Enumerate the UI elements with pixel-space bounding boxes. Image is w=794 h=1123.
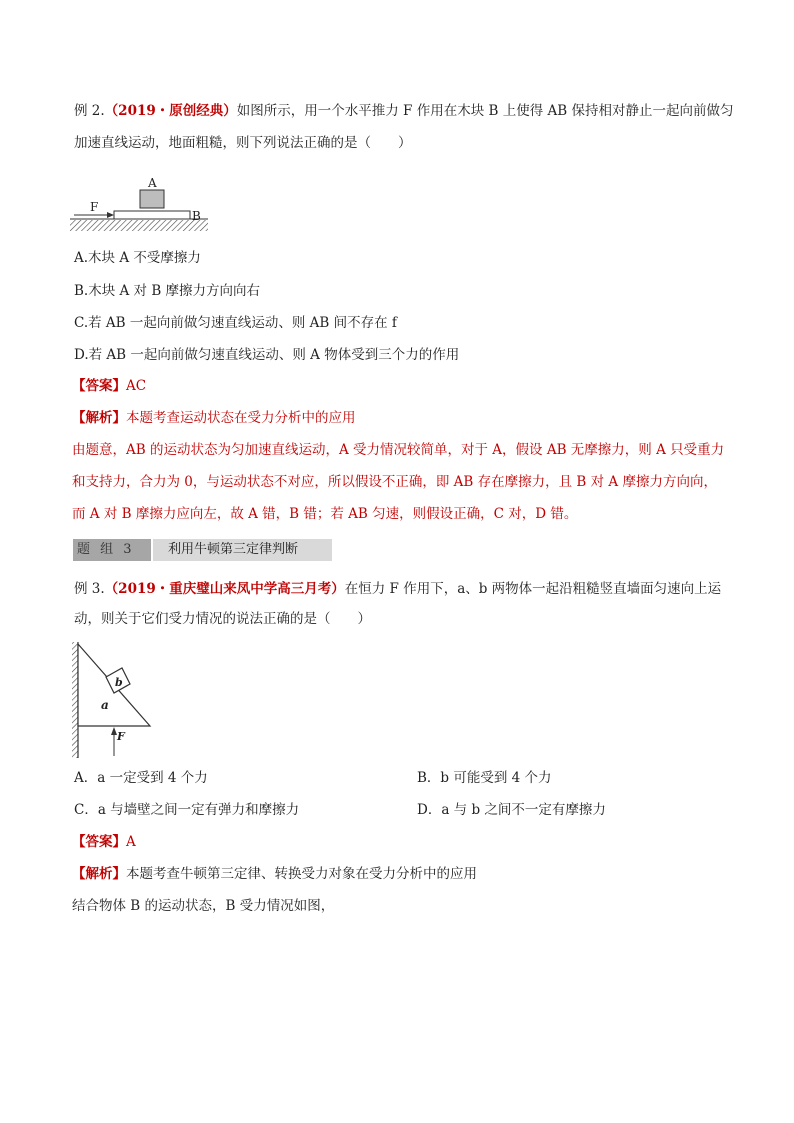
group3-label: 题 组 3: [73, 539, 151, 561]
force-arrow-head: [107, 212, 114, 218]
ex3-option-c: C．a 与墙壁之间一定有弹力和摩擦力: [74, 802, 300, 818]
ground-hatch: [70, 220, 208, 231]
ex3-option-a: A．a 一定受到 4 个力: [74, 770, 208, 786]
ex2-stem-line2: 加速直线运动，地面粗糙，则下列说法正确的是（ ）: [74, 135, 412, 151]
ex2-option-b: B.木块 A 对 B 摩擦力方向向右: [74, 283, 261, 299]
block-a: [140, 190, 164, 208]
group3-bar: [73, 539, 332, 561]
ex3-analysis-head: [72, 864, 477, 884]
ex3-stem-line2: 动，则关于它们受力情况的说法正确的是（ ）: [74, 611, 371, 627]
ex2-stem-text1: 如图所示，用一个水平推力 F 作用在木块 B 上使得 AB 保持相对静止一起向前做匀: [236, 103, 734, 119]
wall-hatch: [72, 642, 78, 758]
ex3-answer-tag: 【答案】: [72, 834, 126, 850]
label-a: a: [101, 698, 109, 712]
ex2-analysis-line2: 和支持力，合力为 0，与运动状态不对应，所以假设不正确，即 AB 存在摩擦力，且 B 对 A 摩擦力方向向，: [72, 474, 717, 490]
ex2-option-c: C.若 AB 一起向前做匀速直线运动、则 AB 间不存在 f: [74, 315, 397, 331]
ex2-analysis-line3: 而 A 对 B 摩擦力应向左，故 A 错，B 错；若 AB 匀速，则假设正确，C 对，D 错。: [72, 506, 578, 522]
block-b: [114, 211, 190, 219]
ex3-stem-text1: 在恒力 F 作用下，a、b 两物体一起沿粗糙竖直墙面匀速向上运: [344, 581, 722, 597]
label-f: F: [90, 200, 99, 214]
ex3-option-d: D．a 与 b 之间不一定有摩擦力: [417, 802, 606, 818]
label-b: b: [115, 676, 123, 689]
ex3-source: （2019・重庆璧山来凤中学高三月考）: [104, 581, 345, 597]
label-b: B: [192, 209, 201, 223]
group3-title: 利用牛顿第三定律判断: [153, 539, 332, 561]
ex2-figure: [70, 174, 215, 236]
ex2-answer: [72, 376, 146, 396]
ex2-analysis-line1: 由题意，AB 的运动状态为匀加速直线运动，A 受力情况较简单，对于 A，假设 AB 无摩擦力，则 A 只受重力: [72, 442, 725, 458]
ex3-option-b: B．b 可能受到 4 个力: [417, 770, 552, 786]
label-f: F: [117, 730, 125, 743]
ex2-source: （2019・原创经典）: [104, 103, 237, 119]
ex3-answer: [72, 832, 136, 852]
ex2-analysis-head: [72, 408, 356, 428]
ex3-prefix: 例 3.: [74, 581, 105, 597]
label-a: A: [148, 176, 157, 190]
ex2-option-d: D.若 AB 一起向前做匀速直线运动、则 A 物体受到三个力的作用: [74, 347, 460, 363]
ex2-prefix: 例 2.: [74, 103, 105, 119]
ex3-answer-value: A: [126, 834, 136, 850]
ex3-analysis-tag: 【解析】: [72, 866, 126, 882]
ex2-answer-tag: 【答案】: [72, 378, 126, 394]
ex3-stem-line1: [74, 579, 721, 599]
ex3-analysis-line1: 结合物体 B 的运动状态，B 受力情况如图，: [72, 898, 335, 914]
ex2-analysis-tag: 【解析】: [72, 410, 126, 426]
ex3-figure: [66, 638, 158, 760]
ex2-answer-value: AC: [126, 378, 147, 394]
ex3-analysis-title: 本题考查牛顿第三定律、转换受力对象在受力分析中的应用: [126, 866, 477, 882]
ex2-stem-line1: [74, 101, 733, 121]
ex2-option-a: A.木块 A 不受摩擦力: [74, 250, 201, 266]
ex2-analysis-title: 本题考查运动状态在受力分析中的应用: [126, 410, 356, 426]
